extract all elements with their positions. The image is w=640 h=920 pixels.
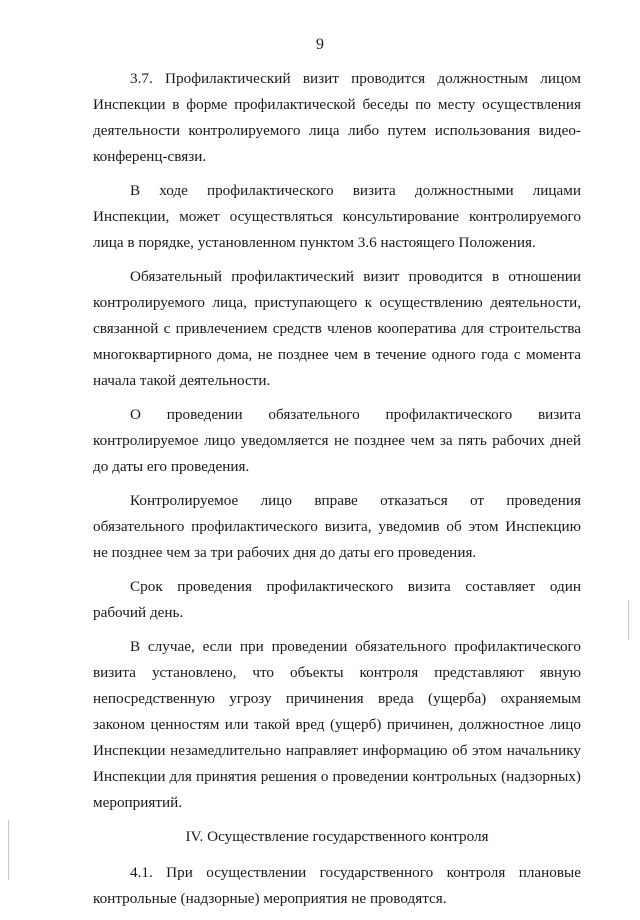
page-number: 9 (316, 36, 324, 53)
section-heading: IV. Осуществление государственного контроля (185, 828, 489, 845)
paragraph-notification: О проведении обязательного профилактического визита контролируемое лицо уведомляется не позднее чем за пять рабочих дней до даты его проведения. (93, 406, 581, 475)
scan-margin-mark (8, 820, 9, 880)
paragraph-3-7: 3.7. Профилактический визит проводится должностным лицом Инспекции в форме профилактической беседы по месту осуществления деятельности контролируемого лица либо путем использования видео-конференц-связи. (93, 70, 581, 165)
paragraph-duration: Срок проведения профилактического визита составляет один рабочий день. (93, 578, 581, 621)
paragraph-4-1: 4.1. При осуществлении государственного контроля плановые контрольные (надзорные) мероприятия не проводятся. (93, 864, 581, 907)
paragraph-refusal: Контролируемое лицо вправе отказаться от проведения обязательного профилактического визита, уведомив об этом Инспекцию не позднее чем за три рабочих дня до даты его проведения. (93, 492, 581, 561)
document-body (93, 66, 581, 920)
paragraph-mandatory-visit: Обязательный профилактический визит проводится в отношении контролируемого лица, приступающего к осуществлению деятельности, связанной с привлечением средств членов кооператива для строительства многоквартирного дома, не позднее чем в течение одного года с момента начала такой деятельности. (93, 268, 581, 389)
scan-margin-mark (628, 600, 629, 640)
paragraph-consultation: В ходе профилактического визита должностными лицами Инспекции, может осуществляться консультирование контролируемого лица в порядке, установленном пунктом 3.6 настоящего Положения. (93, 182, 581, 251)
paragraph-threat: В случае, если при проведении обязательного профилактического визита установлено, что объекты контроля представляют явную непосредственную угрозу причинения вреда (ущерба) охраняемым законом ценностям или такой вред (ущерб) причинен, должностное лицо Инспекции незамедлительно направляет информацию об этом начальнику Инспекции для принятия решения о проведении контрольных (надзорных) мероприятий. (93, 638, 581, 811)
